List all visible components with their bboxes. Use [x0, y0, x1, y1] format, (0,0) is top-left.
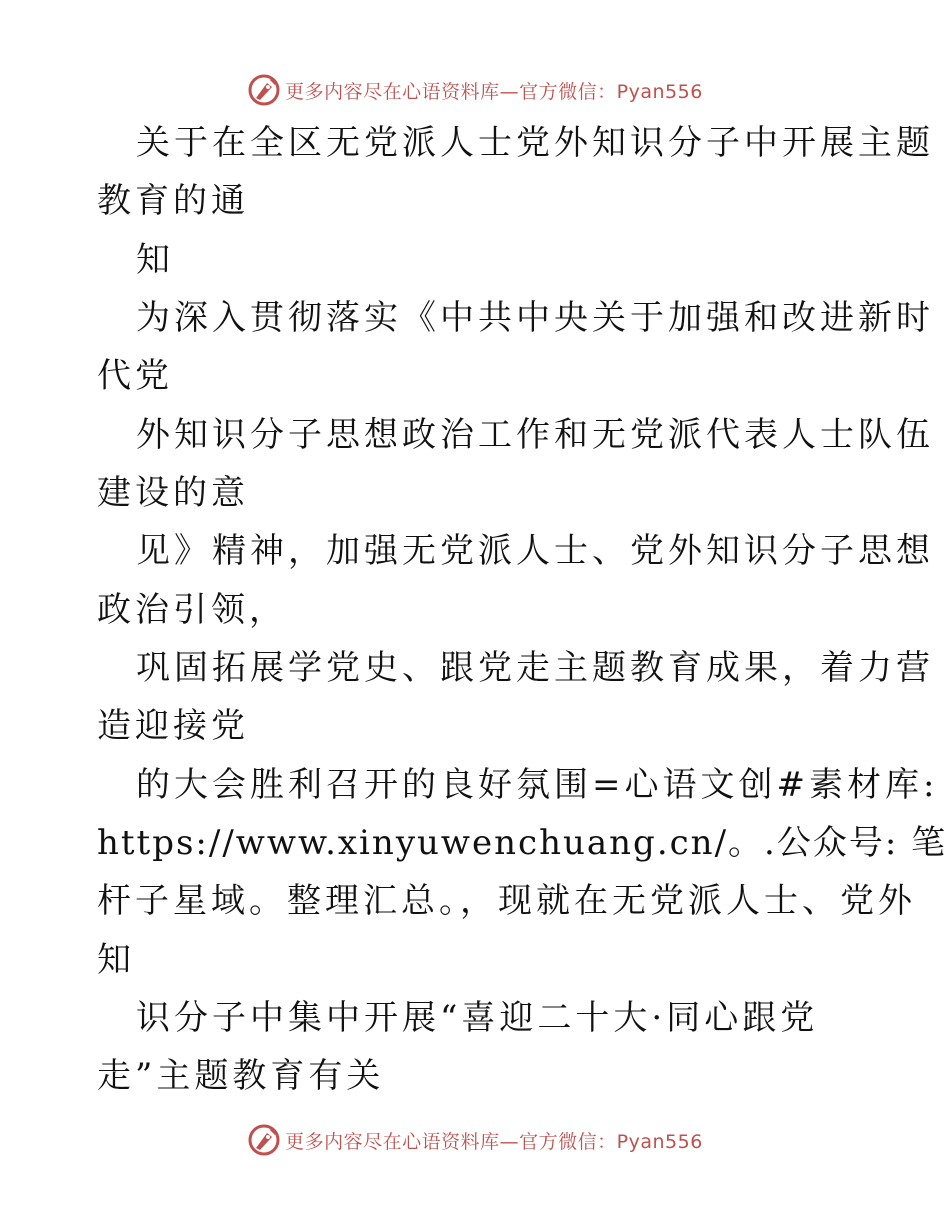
footer-banner-text: 更多内容尽在心语资料库—官方微信：Pyan556	[285, 1130, 703, 1153]
pen-nib-logo-icon	[247, 1123, 281, 1157]
body-line: 建设的意	[97, 473, 249, 513]
header-banner	[0, 70, 950, 110]
body-line: 走”主题教育有关	[97, 1056, 385, 1096]
body-line: 巩固拓展学党史、跟党走主题教育成果，着力营	[136, 648, 934, 688]
body-line: 知	[97, 940, 135, 980]
footer-banner	[0, 1120, 950, 1160]
body-line: 为深入贯彻落实《中共中央关于加强和改进新时	[136, 298, 934, 338]
body-line: 造迎接党	[97, 706, 249, 746]
body-line: 的大会胜利召开的良好氛围=心语文创#素材库:	[136, 765, 939, 805]
body-line: 识分子中集中开展“喜迎二十大·同心跟党	[136, 998, 819, 1038]
body-line: 杆子星域。整理汇总。，现就在无党派人士、党外	[97, 881, 916, 921]
pen-nib-logo-icon	[247, 73, 281, 107]
body-line: 关于在全区无党派人士党外知识分子中开展主题	[136, 123, 934, 163]
body-line: 外知识分子思想政治工作和无党派代表人士队伍	[136, 415, 934, 455]
body-line-url: https://www.xinyuwenchuang.cn/。.公众号: 笔	[97, 823, 948, 863]
body-line: 代党	[97, 356, 173, 396]
document-body	[0, 118, 950, 1118]
body-line: 知	[136, 240, 174, 280]
body-line: 政治引领，	[97, 590, 287, 630]
header-banner-text: 更多内容尽在心语资料库—官方微信：Pyan556	[285, 80, 703, 103]
body-line: 见》精神，加强无党派人士、党外知识分子思想	[136, 531, 934, 571]
body-line: 教育的通	[97, 181, 249, 221]
